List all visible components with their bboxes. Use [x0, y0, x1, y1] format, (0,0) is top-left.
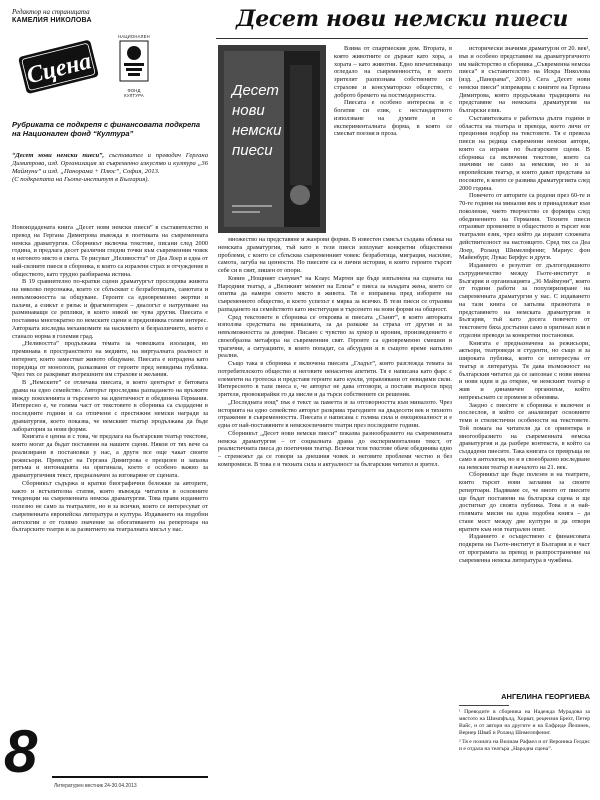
paragraph: В 19 сравнително по-кратки сцени драматургът проследява живота на няколко персонажа, които се сблъскват с безработицата, самотата и невъзможността за общуване. Героите са едновременно жертви и палачи, а езикът е рязък и фрагментарен – диалогът е натрупване на разминаващи се реплики, в които никой не чува другия. Пиесата е поставяна многократно по немските сцени и предизвиква голям интерес. Авторката изследва механизмите на насилието и безразличието, което е станало норма в големия град. — [12, 278, 208, 340]
paragraph: Пиесата е особено интересна и с богатия си език, с нестандартното използване на думите и с експерименталната форма, в която се смесват поезия и проза. — [334, 99, 452, 138]
paragraph: Сборникът ще бъде полезен и на театрите, които търсят нови заглавия за своите репертоари. Надяваме се, че много от пиесите ще бъдат поставени на българска сцена и ще достигнат до своята публика. Това е и най-голямата мисия на една подобна книга – да стане мост между две култури и да отвори вратите към нов театрален опит. — [459, 471, 590, 533]
logo-area — [12, 30, 160, 110]
paragraph: Книгата е ценна и с това, че предлага на българския театър текстове, които могат да бъдат поставени на нашите сцени. Някои от тях вече са реализирани в постановки у нас, а други все още чакат своите режисьори. Преводът на Гергана Димитрова е прецизен и запазва ритъма и интонацията на оригинала, което е особено важно за драматургичния текст, предназначен за изговаряне от сцената. — [12, 433, 208, 479]
page-number: 8 — [4, 718, 38, 785]
article-headline: Десет нови немски пиеси — [235, 6, 569, 32]
grant-note: Рубриката се подкрепя с финансовата подкрепа на Национален фонд “Култура” — [12, 120, 201, 138]
paragraph: Сред текстовете в сборника се откроява и пиесата „Сънят”, в която авторката използва средствата на приказката, за да разкаже за страха от другия и за невъзможността за доверие. Писано с чувство за хумор и ирония, произведението е своеобразна метафора на съвременния свят. Героите са едновременно смешни и трагични, а ситуациите, в които попадат, са абсурдни и в същото време напълно реални. — [218, 313, 452, 360]
paragraph: Сборникът съдържа и кратки биографични бележки за авторите, както и встъпителна статия, която въвежда читателя в основните тенденции на съвременната немска драматургия. Това прави изданието полезно не само за театралите, но и за всички, които се интересуват от съвременната европейска литература и култура. Издаването на подобни антологии е от голямо значение за обогатяването на репертоара на българските театри и за развитието на театралната мисъл у нас. — [12, 479, 208, 534]
cover-word-2: нови — [232, 102, 265, 119]
paragraph: Също така в сборника е включена пиесата „Гладът”, която разглежда темата за потребителското общество и неговите ненаситни апетити. Тя е написана като фарс с елементи на гротеска и представя героите като кукли, управлявани от невидими сили. Интересното в тази пиеса е, че авторът не дава отговори, а поставя въпроси пред зрителя, провокирайки го да мисли и да търси собствените си решения. — [218, 360, 452, 398]
article-author: АНГЕЛИНА ГЕОРГИЕВА — [501, 692, 590, 701]
theater-mask-icon — [116, 39, 152, 83]
paragraph: Заедно с пиесите в сборника е включен и послеслов, в който се анализират основните теми и стилистични особености на текстовете. Той помага на читателя да се ориентира в многообразието на съвременната немска драматургия и да разбере контекста, в който са създадени пиесите. Така книгата се превръща не само в антология, но и в своеобразно изследване на немския театър в началото на 21. век. — [459, 401, 590, 471]
national-fund-culture-logo — [116, 34, 152, 102]
footnote-divider — [459, 705, 509, 706]
paragraph: В „Немските” се отличава пиесата, в която центърът е битовата драма на едно семейство. Авторът проследява разпадането на връзките между поколенията и търсенето на идентичност в обединена Германия. Интересно е, че голяма част от текстовете в сборника са създадени в последните години и са отличени с престижни немски награди за драматургия, което показва, че немският театър продължава да бъде лаборатория за нови форми. — [12, 379, 208, 433]
footnotes — [459, 709, 590, 755]
book-info-note: (С подкрепата на Гьоте-институт в България). — [12, 176, 150, 183]
scena-logo-text: Сцена — [24, 48, 94, 90]
logo-middle-text: ФОНД — [127, 88, 141, 93]
headline-divider — [216, 38, 588, 39]
article-column-2-top — [334, 45, 452, 235]
paragraph: Изданието е резултат от дългогодишното сътрудничество между Гьоте-институт в България и организацията „36 Маймуни”, която от години работи за популяризиране на съвременната драматургия у нас. С издаването на тази книга се запълва празнотата в представянето на немската драматургия в България, тъй като досега повечето от текстовете бяха достъпни само в оригинал или в отделни преводи за конкретни постановки. — [459, 262, 590, 339]
paragraph: Ковин „Нощният сънувач” на Клаус Мартен ще бъде изпълнена на сцената на Народния театър, а „Великият момент на Елиза” е пиеса за младата жена, която се опитва да намери своето място в живота. Тя е изправена пред изборите на съвременното общество, в което успехът е мярка за всичко. В тези пиеси се отразява разпадането на семейството като институция и търсенето на нови форми на общност. — [218, 274, 452, 313]
book-info — [12, 152, 208, 184]
cover-word-3: немски — [232, 122, 282, 139]
article-column-1 — [12, 224, 208, 764]
logo-top-text: НАЦИОНАЛЕН — [118, 34, 150, 39]
book-cover-image — [218, 45, 326, 233]
paragraph: „Неливостта” продължава темата за човешката изолация, но преминава в пространството на медиите, на виртуалната реалност и интернет, които заместват живото общуване. Пиесата е изградена като поредица от монолози, разказвани от героите пред невидима публика. Чрез тях се разкриват вътрешните им страхове и желания. — [12, 340, 208, 379]
article-column-3 — [459, 45, 590, 689]
cover-word-4: пиеси — [232, 142, 273, 159]
cover-word-1: Десет — [232, 82, 279, 99]
paragraph: Взима от спартиеския дом. Втората, в която животните се държат като хора, а хората – като животни. Едно впечатляващо огледало на съвременността, в което зрителят разпознава собствените си страхове и консуматорско общество, с доброто бремето на постмодерността. — [334, 45, 452, 99]
scena-section-logo — [14, 38, 102, 100]
footnote: ¹ Преводите в сборника на Надежда Мурадова за мястото на Шимпфълд, Хорват, рецензия Брехт, Петер Вайс, и от автори на другите и на Елфриде Йелинек, Вернер Шваб и Роланд Шимелпфениг. — [459, 709, 590, 736]
paragraph: Сборникът „Десет нови немски пиеси” показва разнообразието на съвременната немска драматургия – от социалната драма до експерименталния текст, от реалистичната пиеса до поетичния театър. Всички тези текстове обаче обединява едно – стремежът да се говори за днешния човек и неговите проблеми честно и без компромиси. В това е и тяхната сила и актуалност за българския читател и зрител. — [218, 429, 452, 468]
paragraph: Новоиздадената книга „Десет нови немски пиеси” в съставителство и превод на Гергана Димитрова въвежда в поетиката на съвременната немска драматургия. Сборникът включва текстове, писани след 2000 година, и предлага десет различни гледни точки към съвременния човек и неговото място в света. Те рисуват „Неливостта” от Деа Лоер и една от най-силните пиеси в сборника, в която са изразени страх и отчуждение в обществото, като трудно разбираема истина. — [12, 224, 208, 278]
editor-name: КАМЕЛИЯ НИКОЛОВА — [12, 16, 92, 24]
logo-bottom-text: КУЛТУРА — [124, 93, 144, 98]
paragraph: исторически значими драматурзи от 20. век¹, във и особено представяне на драматургичното им майсторство в сборника „Съвременна немска пиеса” в съставителство на Искра Николова (изд. „Панорама”, 2001). Сега „Десет нови немски пиеси” изпреварва с книгите на Гергана Димитрова, която продължава традицията на представяне на немската драматургия на български език. — [459, 45, 590, 114]
paragraph: „Последната нощ” пък е текст за паметта и за отговорността към миналото. Чрез историята на едно семейство авторът разкрива трагедиите на двадесети век и тяхното отражение в съвременността. Пиесата е написана с голяма сила и емоционалност и е една от най-поставяните в немскоезичните театри през последните години. — [218, 398, 452, 429]
page-number-rule — [52, 776, 208, 778]
paragraph: Повечето от авторите са родени през 60-те и 70-те години на миналия век и принадлежат към поколение, чието творчество се формира след обединението на Германия. Техните пиеси отразяват промените в обществото и търсят нов театрален език, чрез който да изразят сложната действителност на настоящето. Сред тях са Деа Лоер, Роланд Шимелпфениг, Мариус фон Майенбург, Лукас Берфус и други. — [459, 192, 590, 262]
paragraph: Книгата е предназначена за режисьори, актьори, театроведи и студенти, но също и за широката публика, която се интересува от театър и литература. Тя дава възможност на българския читател да се запознае с нови имена и нови идеи и да открие, че немският театър е жив и динамичен организъм, който непрекъснато се променя и обновява. — [459, 339, 590, 401]
paragraph: множество на представяне и жанрови форми. В известен смисъл създава облика на немската драматургия, тъй като в тези пиеси изплуват конкретни обществени проблеми, с които се сблъсква съвременният човек: безработица, миграция, насилие, самота, загуба на ценности. Но пиесите са и лични истории, в които героите търсят себе си в свят, лишен от опори. — [218, 236, 452, 274]
paragraph: Изданието е осъществено с финансовата подкрепа на Гьоте-институт в България и е част от програмата за превод и разпространение на съвременна немска литература в чужбина. — [459, 533, 590, 564]
book-info-title: “Десет нови немски пиеси”, — [12, 152, 105, 159]
footnote: ² Тя е позната на Вилиам Рафаел и от Вероника Гелдис и е отдала на театъра „Народна сцена”. — [459, 739, 590, 752]
book-info-text: съставител и преводач Гергана Димитрова, изд. Организация за съвременно изкуство и култура „36 Маймуни” и изд. „Панорама + Плюс”, София, 2013. — [12, 152, 208, 175]
article-column-2 — [218, 236, 452, 690]
imprint: Литературен вестник 24-30.04.2013 — [54, 783, 137, 789]
editor-label: Редактор на страницата — [12, 8, 90, 16]
paragraph: Съставителката е работила дълги години в областта на театъра и превода, което личи от прецизния подбор на текстовете. Тя е превела пиеси на редица съвременни немски автори, които са играни по българските сцени. В сборника са включени текстове, които са значими не само за немския, но и за европейския театър, и които дават представа за посоките, в които се развива драматургията след 2000 година. — [459, 114, 590, 192]
editor-credit — [12, 8, 152, 25]
